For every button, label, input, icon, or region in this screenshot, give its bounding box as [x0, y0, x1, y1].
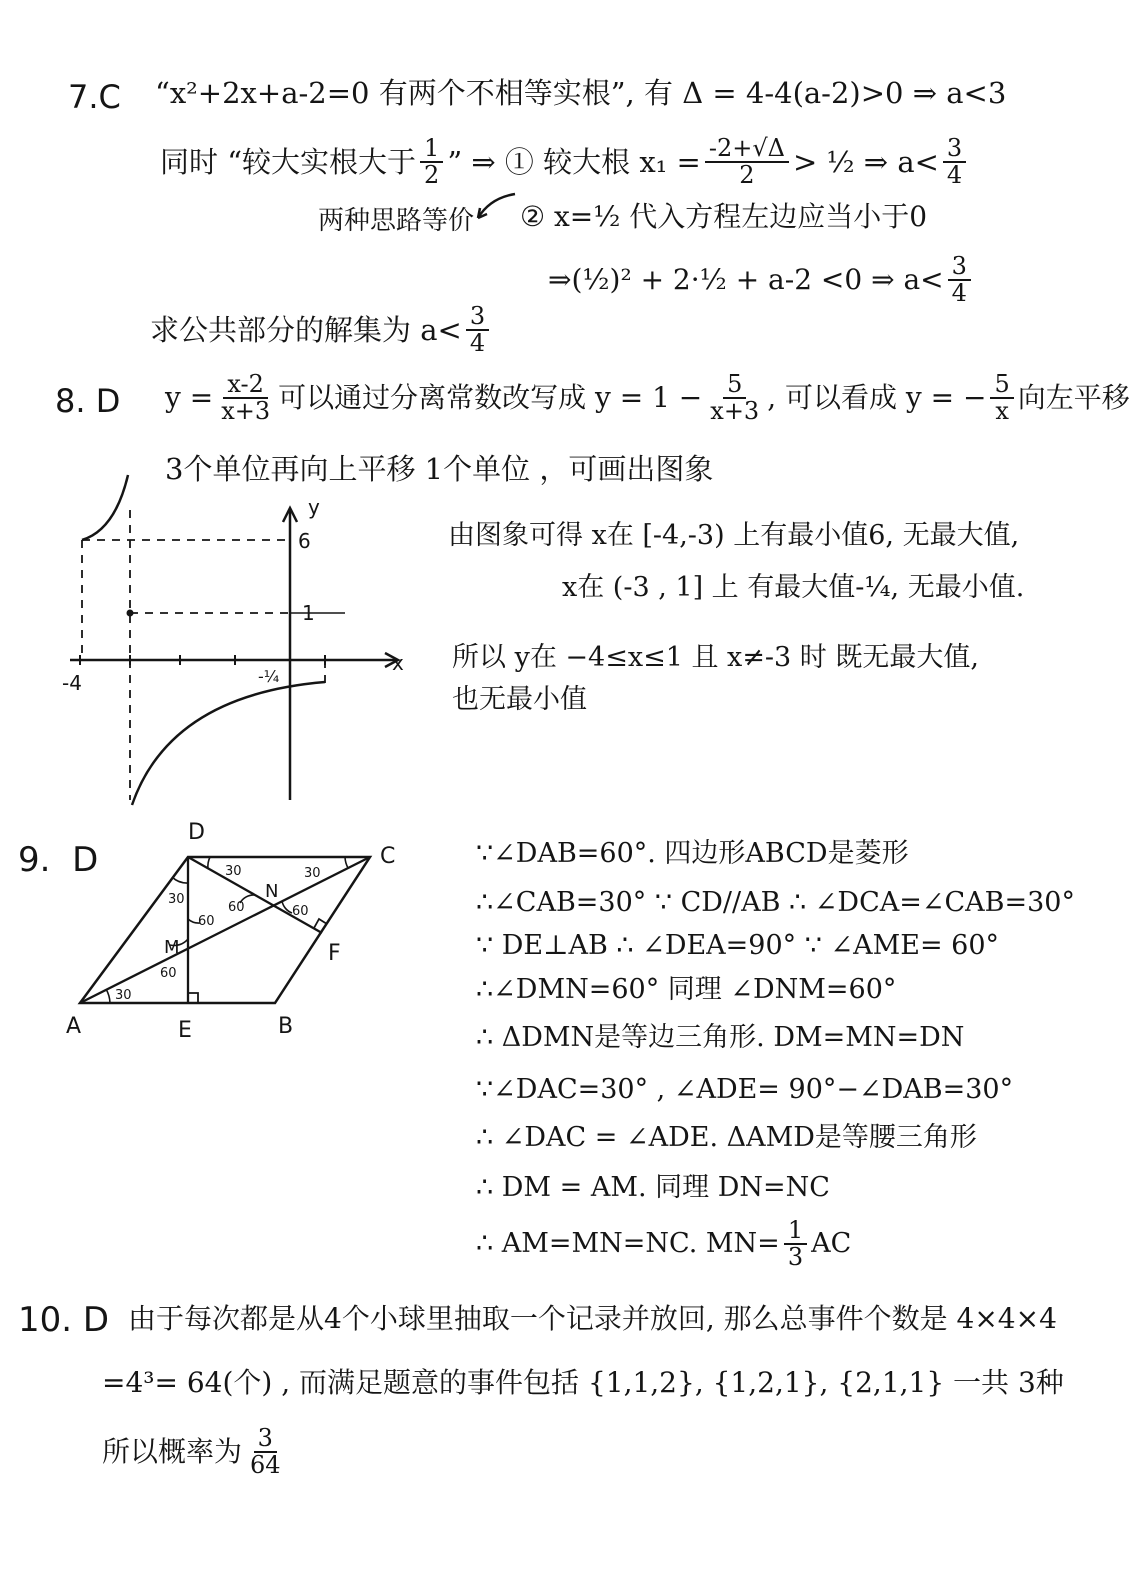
q8-result3: 所以 y在 −4≤x≤1 且 x≠-3 时 既无最大值,: [452, 642, 979, 673]
tick-label-minus-quarter: -¼: [258, 667, 280, 686]
label-a: A: [66, 1014, 82, 1039]
q10-line1: 由于每次都是从4个小球里抽取一个记录并放回, 那么总事件个数是 4×4×4: [128, 1302, 1057, 1335]
q7-note: 两种思路等价: [318, 206, 475, 236]
q10-line2: =4³= 64(个) , 而满足题意的事件包括 {1,1,2}, {1,2,1}, {2,1,1} 一共 3种: [102, 1366, 1064, 1399]
q10-probability-fraction: $\frac{3}{64}$: [250, 1424, 281, 1480]
q10-line3: 所以概率为 $\frac{3}{64}$: [102, 1426, 289, 1478]
q9-proof-line-1: ∵∠DAB=60°. 四边形ABCD是菱形: [476, 838, 909, 869]
q7-result3-fraction: $\frac{3}{4}$: [466, 304, 489, 356]
q9-number: 9. D: [18, 840, 99, 880]
svg-text:60: 60: [292, 904, 309, 919]
label-b: B: [278, 1014, 294, 1039]
q7-half-fraction: $\frac{1}{2}$: [420, 136, 443, 188]
tick-label-1: 1: [302, 601, 315, 625]
q9-proof-line-9: ∴ AM=MN=NC. MN= $\frac{1}{3}$ AC: [476, 1216, 852, 1272]
tick-label-minus4: -4: [62, 671, 82, 695]
q7-result2-fraction: $\frac{3}{4}$: [948, 254, 971, 306]
left-branch-curve: [82, 475, 128, 540]
q8-result2: x在 (-3 , 1] 上 有最大值-¼, 无最小值.: [562, 572, 1025, 603]
q7-line3: ② x=½ 代入方程左边应当小于0: [520, 200, 928, 233]
q9-rhombus-figure: [60, 815, 440, 1045]
label-f: F: [328, 941, 341, 966]
x-axis-label: x: [392, 651, 404, 675]
svg-text:30: 30: [115, 988, 132, 1003]
q8-function-fraction: $\frac{x-2}{x+3}$: [221, 370, 271, 426]
label-m: M: [164, 937, 180, 958]
q9-proof-line-6: ∵∠DAC=30° , ∠ADE= 90°−∠DAB=30°: [476, 1074, 1014, 1105]
q8-result4: 也无最小值: [452, 684, 587, 715]
q9-proof-line-7: ∴ ∠DAC = ∠ADE. ΔAMD是等腰三角形: [476, 1122, 977, 1153]
q9-proof-line-8: ∴ DM = AM. 同理 DN=NC: [476, 1172, 830, 1203]
q9-proof-line-5: ∴ ΔDMN是等边三角形. DM=MN=DN: [476, 1022, 965, 1053]
right-angle-e: [188, 993, 198, 1003]
q9-proof-line-3: ∵ DE⊥AB ∴ ∠DEA=90° ∵ ∠AME= 60°: [476, 930, 1000, 961]
q8-graph: [40, 470, 420, 815]
q9-third-fraction: $\frac{1}{3}$: [784, 1218, 807, 1270]
svg-text:60: 60: [198, 914, 215, 929]
q9-proof-line-4: ∴∠DMN=60° 同理 ∠DNM=60°: [476, 974, 897, 1005]
point-1: [127, 610, 134, 617]
q9-proof-line-2: ∴∠CAB=30° ∵ CD//AB ∴ ∠DCA=∠CAB=30°: [476, 887, 1075, 918]
dashed-guides: [82, 510, 325, 800]
q8-result1: 由图象可得 x在 [-4,-3) 上有最小值6, 无最大值,: [448, 520, 1020, 551]
tick-label-6: 6: [298, 529, 311, 553]
q8-line1: y = $\frac{x-2}{x+3}$ 可以通过分离常数改写成 y = 1 − $\frac{5}{x+3}$ , 可以看成 y = − $\frac{5}{x}$ 向左平移: [165, 370, 1130, 426]
svg-text:30: 30: [168, 892, 185, 907]
q7-line1: “x²+2x+a-2=0 有两个不相等实根”, 有 Δ = 4-4(a-2)>0 ⇒ a<3: [155, 76, 1007, 110]
vertex-labels: [66, 820, 395, 1043]
q7-line5: 求公共部分的解集为 a< $\frac{3}{4}$: [150, 304, 493, 356]
label-d: D: [188, 820, 205, 845]
q7-line4: ⇒(½)² + 2·½ + a-2 <0 ⇒ a< $\frac{3}{4}$: [548, 254, 975, 306]
q10-number: 10. D: [18, 1300, 110, 1340]
svg-text:30: 30: [225, 864, 242, 879]
svg-text:60: 60: [228, 900, 245, 915]
y-axis-label: y: [308, 495, 320, 519]
label-n: N: [265, 881, 279, 902]
q7-line2: 同时 “较大实根大于 $\frac{1}{2}$ ” ⇒ ① 较大根 x₁ = $\frac{-2+√\Delta}{2}$ > ½ ⇒ a< $\frac{3}{4}$: [160, 136, 970, 188]
q7-number: 7.C: [68, 78, 121, 116]
q8-separated-fraction: $\frac{5}{x+3}$: [710, 370, 760, 426]
q8-line2: 3个单位再向上平移 1个单位 ，可画出图象: [165, 452, 714, 486]
q7-x1-fraction: $\frac{-2+√\Delta}{2}$: [705, 136, 789, 188]
svg-text:60: 60: [160, 966, 177, 981]
q7-note-arrow: [470, 188, 520, 228]
right-branch-curve: [132, 682, 325, 805]
label-e: E: [178, 1018, 192, 1043]
q8-base-fraction: $\frac{5}{x}$: [990, 372, 1013, 424]
label-c: C: [380, 844, 396, 869]
q8-number: 8. D: [55, 382, 121, 420]
svg-text:30: 30: [304, 866, 321, 881]
q7-result1-fraction: $\frac{3}{4}$: [943, 136, 966, 188]
